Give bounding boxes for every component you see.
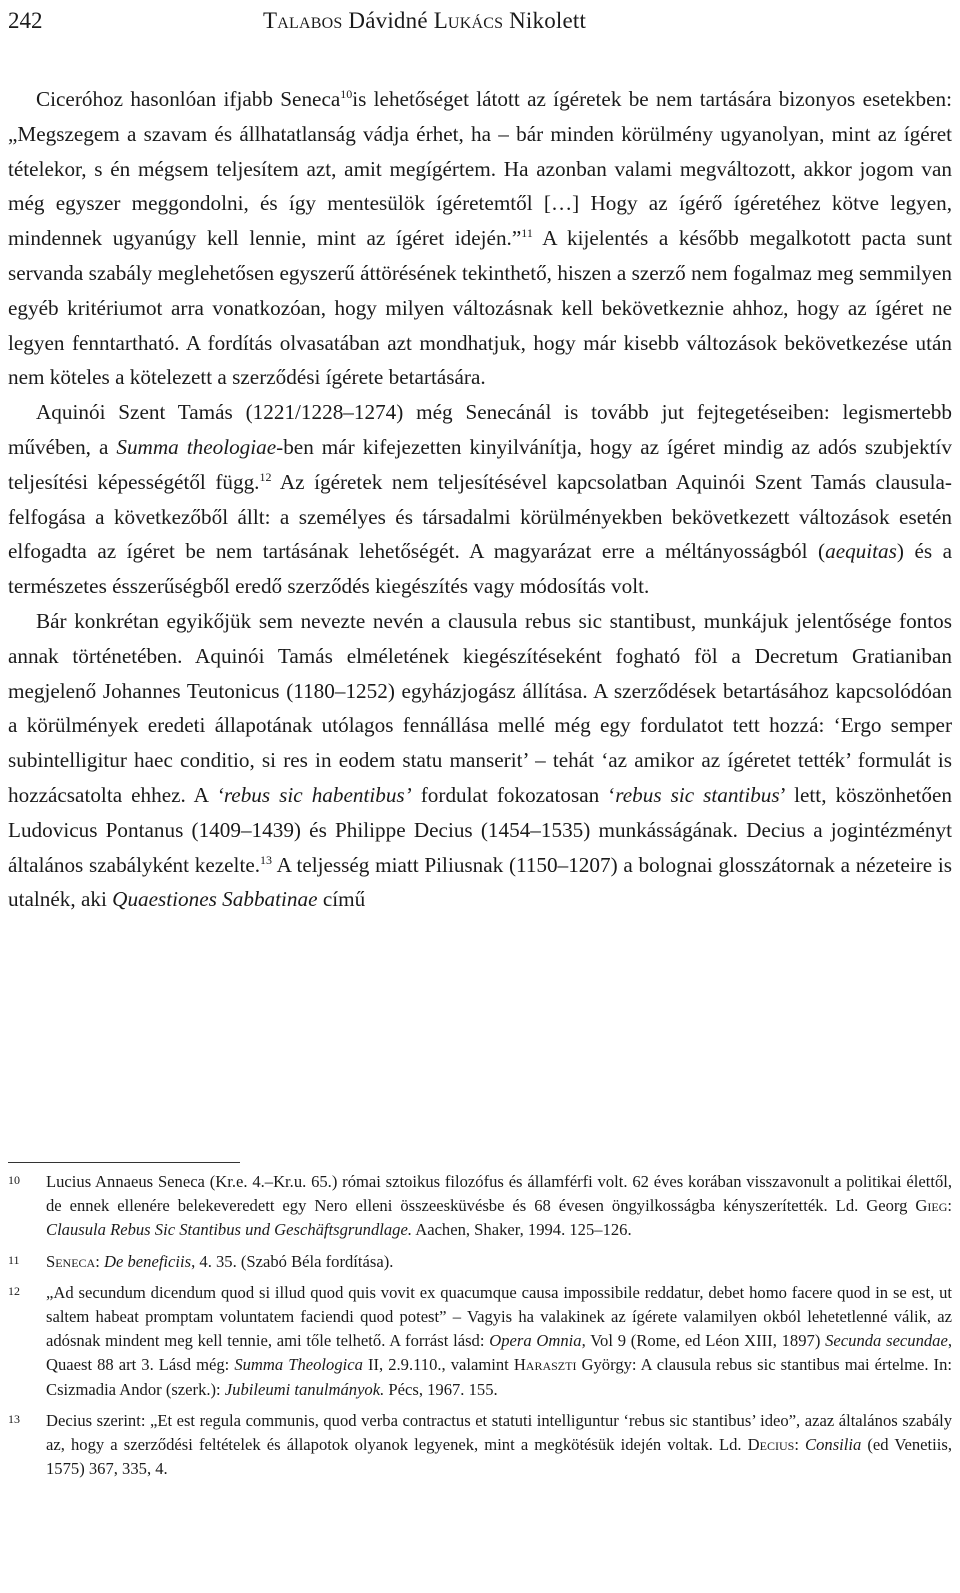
italic-term: rebus sic stantibus	[615, 782, 780, 807]
text-run: György: A clausula rebus sic stantibus mai értelme. In: Csizmadia Andor (szerk.):	[46, 1355, 952, 1399]
footnotes-section	[8, 1170, 952, 1488]
text-run: Decius szerint: „Et est regula communis, quod verba contractus et statuti intelliguntur ‘rebus sic stantibus’ ideo”, azaz általános szabály az, hogy a szerződési feltételek és állapotok olyanok legyenek, mint a megkötésük idején voltak. Ld.	[46, 1410, 952, 1455]
italic-title: De beneficiis	[104, 1251, 192, 1271]
author-name: Gieg	[915, 1196, 948, 1216]
running-header	[8, 6, 952, 36]
text-run: Ciceróhoz hasonlóan ifjabb Seneca	[36, 87, 341, 111]
text-run: „Ad secundum dicendum quod si illud quod quis vovit ex quacumque causa impossibile reddatur, debet homo facere quod in se est, ut saltem habeat promptam voluntatem faciendi quod potest” – Vagyis ha valakinek az ígérete valamilyen okból lehetetlenné válik, az adósnak mindent meg kell tennie, ami tőle telhető. A forrást lásd:	[46, 1282, 952, 1351]
author-name: Haraszti	[513, 1355, 577, 1375]
italic-title: Summa Theologica	[234, 1355, 363, 1375]
text-run: is lehetőséget látott az ígéretek be nem tartására bizonyos esetekben: „Megszegem a szavam és állhatatlanság vádja érhet, ha – bár minden körülmény ugyanolyan, mint az ígéret tételekor, s én mégsem teljesítem azt, amit megígértem. Ha azonban valami megváltozott, akkor jogom van még egyszer meggondolni, és így mentesülök ígéretemtől […] Hogy az ígérő ígéretéhez kötve legyen, mindennek ugyanúgy kell lennie, mint az ígéret idején.”	[8, 87, 952, 251]
text-run: Lucius Annaeus Seneca (Kr.e. 4.–Kr.u. 65.) római sztoikus filozófus és államférfi volt. 62 éves korában visszavonult a politikai élettől, de ennek ellenére belekeveredett egy Nero elleni összeesküvésbe és 68 évesen öngyilkosságba kényszerítették. Ld. Georg	[46, 1172, 952, 1216]
author-name: Decius	[747, 1435, 795, 1455]
footnote-number: 10	[8, 1173, 20, 1187]
text-run: Pécs, 1967. 155.	[384, 1379, 498, 1399]
text-run: Aquinói Szent Tamás (1221/1228–1274) még Senecánál is tovább jut fejtegetéseiben: legismertebb művében, a	[8, 400, 952, 459]
text-run: A kijelentés a később megalkotott pacta sunt servanda szabály meglehetősen egyszerű áttörésének tekinthető, hiszen a szerző nem fogalmaz meg semmilyen egyéb kritériumot arra vonatkozóan, hogy milyen változásnak kell bekövetkeznie ahhoz, hogy az ígéret ne legyen fenntartható. A fordítás olvasatában azt mondhatjuk, hogy már kisebb változások bekövetkezése után nem köteles a kötelezett a szerződési ígérete betartására.	[8, 226, 952, 390]
author-name-part: Nikolett	[503, 8, 587, 33]
footnote-number: 12	[8, 1283, 20, 1298]
running-head-author	[263, 6, 586, 36]
footnote-12	[8, 1281, 952, 1402]
italic-title: Quaestiones Sabbatinae	[112, 887, 318, 912]
text-run: -ben már kifejezetten kinyilvánítja, hogy az ígéret mindig az adós szubjektív teljesítési képességétől függ.	[8, 434, 952, 494]
footnote-number: 11	[8, 1252, 20, 1267]
paragraph-seneca	[8, 82, 952, 395]
footnote-ref-13[interactable]: 13	[260, 852, 273, 867]
author-name-part: Dávidné	[342, 8, 434, 33]
text-run: fordulat fokozatosan ‘	[411, 782, 616, 807]
italic-title: Consilia	[805, 1435, 862, 1455]
paragraph-clausula	[8, 604, 952, 917]
main-body-text	[8, 82, 952, 917]
author-name-part: Talabos	[263, 8, 343, 33]
footnote-number: 13	[8, 1411, 20, 1426]
text-run: , Quaest 88 art 3. Lásd még:	[46, 1331, 953, 1375]
text-run: Aachen, Shaker, 1994. 125–126.	[411, 1220, 632, 1240]
page-number: 242	[8, 8, 43, 33]
footnote-13	[8, 1409, 952, 1482]
footnote-11	[8, 1250, 952, 1274]
text-run: A teljesség miatt Piliusnak (1150–1207) a bolognai glosszátornak a nézeteire is utalnék, aki	[8, 852, 952, 912]
italic-title: Clausula Rebus Sic Stantibus und Geschäftsgrundlage.	[46, 1220, 412, 1240]
text-run: című	[317, 887, 366, 912]
text-run: (ed Venetiis, 1575) 367, 335, 4.	[46, 1435, 952, 1479]
italic-title: Secunda secundae	[825, 1331, 948, 1351]
author-name: Seneca	[46, 1251, 96, 1271]
text-run: :	[95, 1251, 104, 1271]
italic-title: Summa theologiae	[116, 434, 277, 459]
italic-term: aequitas	[825, 539, 897, 564]
text-run: II, 2.9.110., valamint	[362, 1355, 514, 1375]
text-run: ) és a természetes ésszerűségből eredő szerződés kiegészítés vagy módosítás volt.	[8, 539, 952, 599]
footnote-ref-10[interactable]: 10	[340, 87, 353, 101]
author-name-part: Lukács	[433, 8, 504, 33]
text-run: , 4. 35. (Szabó Béla fordítása).	[191, 1251, 394, 1271]
footnote-ref-12[interactable]: 12	[259, 469, 272, 484]
footnote-ref-11[interactable]: 11	[521, 226, 533, 241]
paragraph-aquinas	[8, 395, 952, 604]
text-run: Bár konkrétan egyikőjük sem nevezte nevén a clausula rebus sic stantibust, munkájuk jelentősége fontos annak történetében. Aquinói Tamás elméletének kiegészítéseként fogható föl a Decretum Gratianiban megjelenő Johannes Teutonicus (1180–1252) egyházjogász állítása. A szerződések betartásához kapcsolódóan a körülmények eredeti állapotának utólagos fennállása mellé még egy fordulatot tett hozzá: ‘Ergo semper subintelligitur haec conditio, si res in eodem statu manserit’ – tehát ‘az amikor az ígéretet tették’ formulát is hozzácsatolta ehhez. A	[8, 608, 952, 807]
italic-term: ‘rebus sic habentibus’	[216, 782, 412, 807]
italic-title: Opera Omnia	[489, 1331, 582, 1351]
footnote-10	[8, 1170, 952, 1243]
italic-title: Jubileumi tanulmányok.	[224, 1379, 385, 1399]
text-run: :	[794, 1435, 806, 1455]
footnote-separator	[8, 1162, 240, 1163]
text-run: :	[947, 1196, 952, 1216]
text-run: ’ lett, köszönhetően Ludovicus Pontanus (1409–1439) és Philippe Decius (1454–1535) munkásságának. Decius a jogintézményt általános szabályként kezelte.	[8, 782, 952, 877]
text-run: , Vol 9 (Rome, ed Léon XIII, 1897)	[581, 1331, 826, 1351]
text-run: Az ígéretek nem teljesítésével kapcsolatban Aquinói Szent Tamás clausula-felfogása a következőből állt: a személyes és társadalmi körülményekben bekövetkezett változások esetén elfogadta az ígéret be nem tartásának lehetőségét. A magyarázat erre a méltányosságból (	[8, 469, 952, 564]
